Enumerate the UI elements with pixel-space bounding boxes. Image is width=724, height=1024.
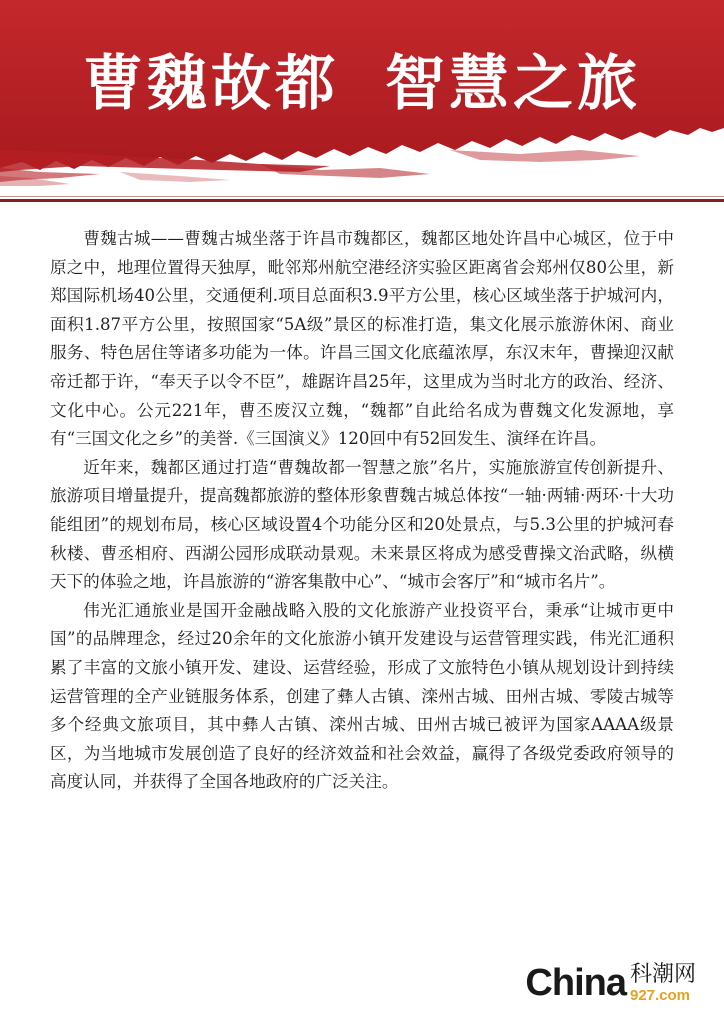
article-body	[50, 225, 674, 797]
banner-title-right: 智慧之旅	[385, 49, 641, 119]
paragraph-1: 曹魏古城——曹魏古城坐落于许昌市魏都区，魏都区地处许昌中心城区，位于中原之中，地理位置得天独厚，毗邻郑州航空港经济实验区距离省会郑州仅80公里，新郑国际机场40公里，交通便利.项目总面积3.9平方公里，核心区域坐落于护城河内，面积1.87平方公里，按照国家“5A级”景区的标准打造，集文化展示旅游休闲、商业服务、特色居住等诸多功能为一体。许昌三国文化底蕴浓厚，东汉末年，曹操迎汉献帝迁都于许，“奉天子以令不臣”，雄踞许昌25年，这里成为当时北方的政治、经济、文化中心。公元221年，曹丕废汉立魏，“魏都”自此给名成为曹魏文化发源地，享有“三国文化之乡”的美誉.《三国演义》120回中有52回发生、演绎在许昌。	[50, 229, 674, 449]
logo-right	[630, 962, 696, 1004]
logo-brand: China	[525, 962, 626, 1004]
logo-num: 927.com	[629, 987, 691, 1004]
paragraph-2: 近年来，魏都区通过打造“曹魏故都一智慧之旅”名片，实施旅游宣传创新提升、旅游项目增量提升，提高魏都旅游的整体形象曹魏古城总体按“一轴·两辅·两环·十大功能组团”的规划布局，核心区域设置4个功能分区和20处景点，与5.3公里的护城河春秋楼、曹丞相府、西湖公园形成联动景观。未来景区将成为感受曹操文治武略，纵横天下的体验之地，许昌旅游的“游客集散中心”、“城市会客厅”和“城市名片”。	[50, 457, 674, 592]
banner-title	[0, 36, 724, 122]
paragraph-3: 伟光汇通旅业是国开金融战略入股的文化旅游产业投资平台，秉承“让城市更中国”的品牌理念，经过20余年的文化旅游小镇开发建设与运营管理实践，伟光汇通积累了丰富的文旅小镇开发、建设、运营经验，形成了文旅特色小镇从规划设计到持续运营管理的全产业链服务体系，创建了彝人古镇、滦州古城、田州古城、零陵古城等多个经典文旅项目，其中彝人古镇、滦州古城、田州古城已被评为国家AAAA级景区，为当地城市发展创造了良好的经济效益和社会效益，赢得了各级党委政府领导的高度认同，并获得了全国各地政府的广泛关注。	[50, 600, 674, 792]
logo-cn: 科潮网	[629, 962, 696, 987]
header-divider	[0, 199, 724, 202]
banner-title-left: 曹魏故都	[83, 49, 339, 119]
watermark-logo	[525, 962, 696, 1006]
title-banner	[0, 0, 724, 200]
